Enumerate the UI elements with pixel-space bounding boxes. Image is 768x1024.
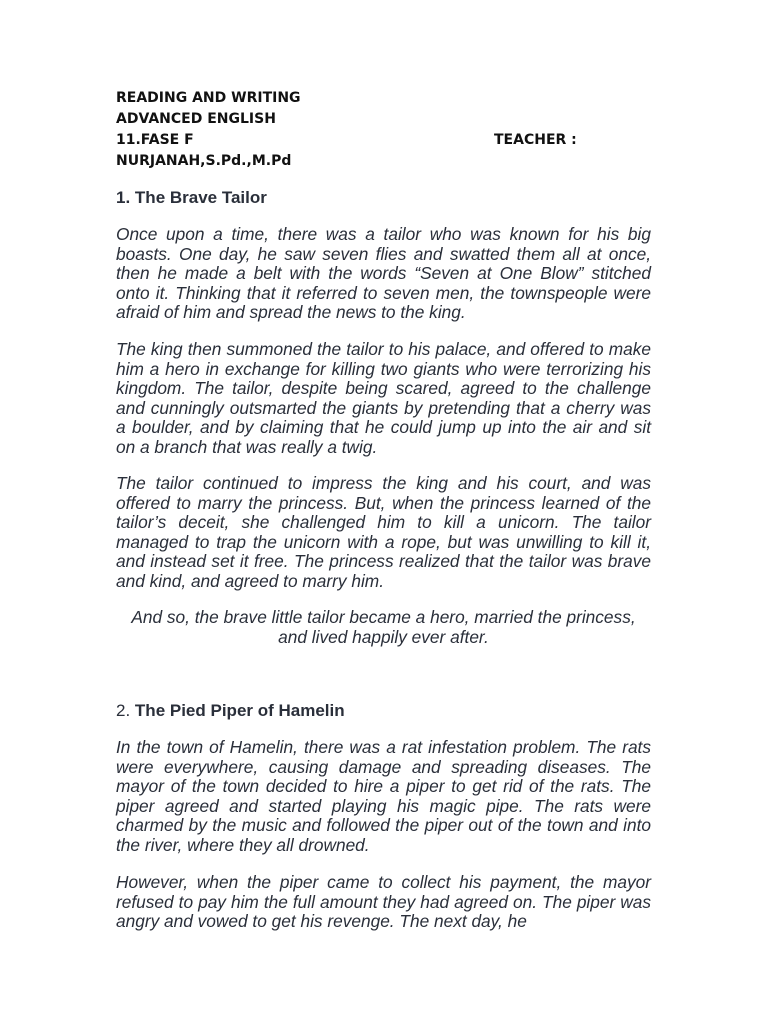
story1-paragraph-1: Once upon a time, there was a tailor who was known for his big boasts. One day, he saw seven flies and swatted them all at once, then he made a belt with the words “Seven at One Blow” stitched onto it. Thinking that it referred to seven men, the townspeople were afraid of him and spread the news to the king. <box>116 224 651 322</box>
story1-paragraph-3: The tailor continued to impress the king and his court, and was offered to marry the princess. But, when the princess learned of the tailor’s deceit, she challenged him to kill a unicorn. The tailor managed to trap the unicorn with a rope, but was unwilling to kill it, and instead set it free. The princess realized that the tailor was brave and kind, and agreed to marry him. <box>116 473 651 591</box>
story1-title: The Brave Tailor <box>134 188 267 207</box>
teacher-label: TEACHER : <box>494 132 577 148</box>
story1-paragraph-2: The king then summoned the tailor to his palace, and offered to make him a hero in exchange for killing two giants who were terrorizing his kingdom. The tailor, despite being scared, agreed to the challenge and cunningly outsmarted the giants by pretending that a cherry was a boulder, and by claiming that he could jump up into the air and sit on a branch that was really a twig. <box>116 339 651 457</box>
story2-paragraph-1: In the town of Hamelin, there was a rat infestation problem. The rats were everywhere, causing damage and spreading diseases. The mayor of the town decided to hire a piper to get rid of the rats. The piper agreed and started playing his magic pipe. The rats were charmed by the music and followed the piper out of the town and into the river, where they all drowned. <box>116 737 651 855</box>
header-subject-line: ADVANCED ENGLISH <box>116 111 276 127</box>
header-course-line: READING AND WRITING <box>116 90 301 106</box>
story1-paragraph-4: And so, the brave little tailor became a hero, married the princess, and lived happily ever after. <box>131 607 636 647</box>
story2-heading <box>116 700 345 721</box>
teacher-name: NURJANAH,S.Pd.,M.Pd <box>116 153 292 169</box>
class-label: 11.FASE F <box>116 132 194 148</box>
story2-paragraph-2: However, when the piper came to collect his payment, the mayor refused to pay him the full amount they had agreed on. The piper was angry and vowed to get his revenge. The next day, he <box>116 872 651 931</box>
header-class-line <box>116 130 656 151</box>
story2-number: 2. <box>116 701 131 720</box>
story1-heading <box>116 187 267 208</box>
story2-title: The Pied Piper of Hamelin <box>134 701 345 720</box>
document-header <box>116 88 656 172</box>
story1-number: 1. <box>116 188 131 207</box>
